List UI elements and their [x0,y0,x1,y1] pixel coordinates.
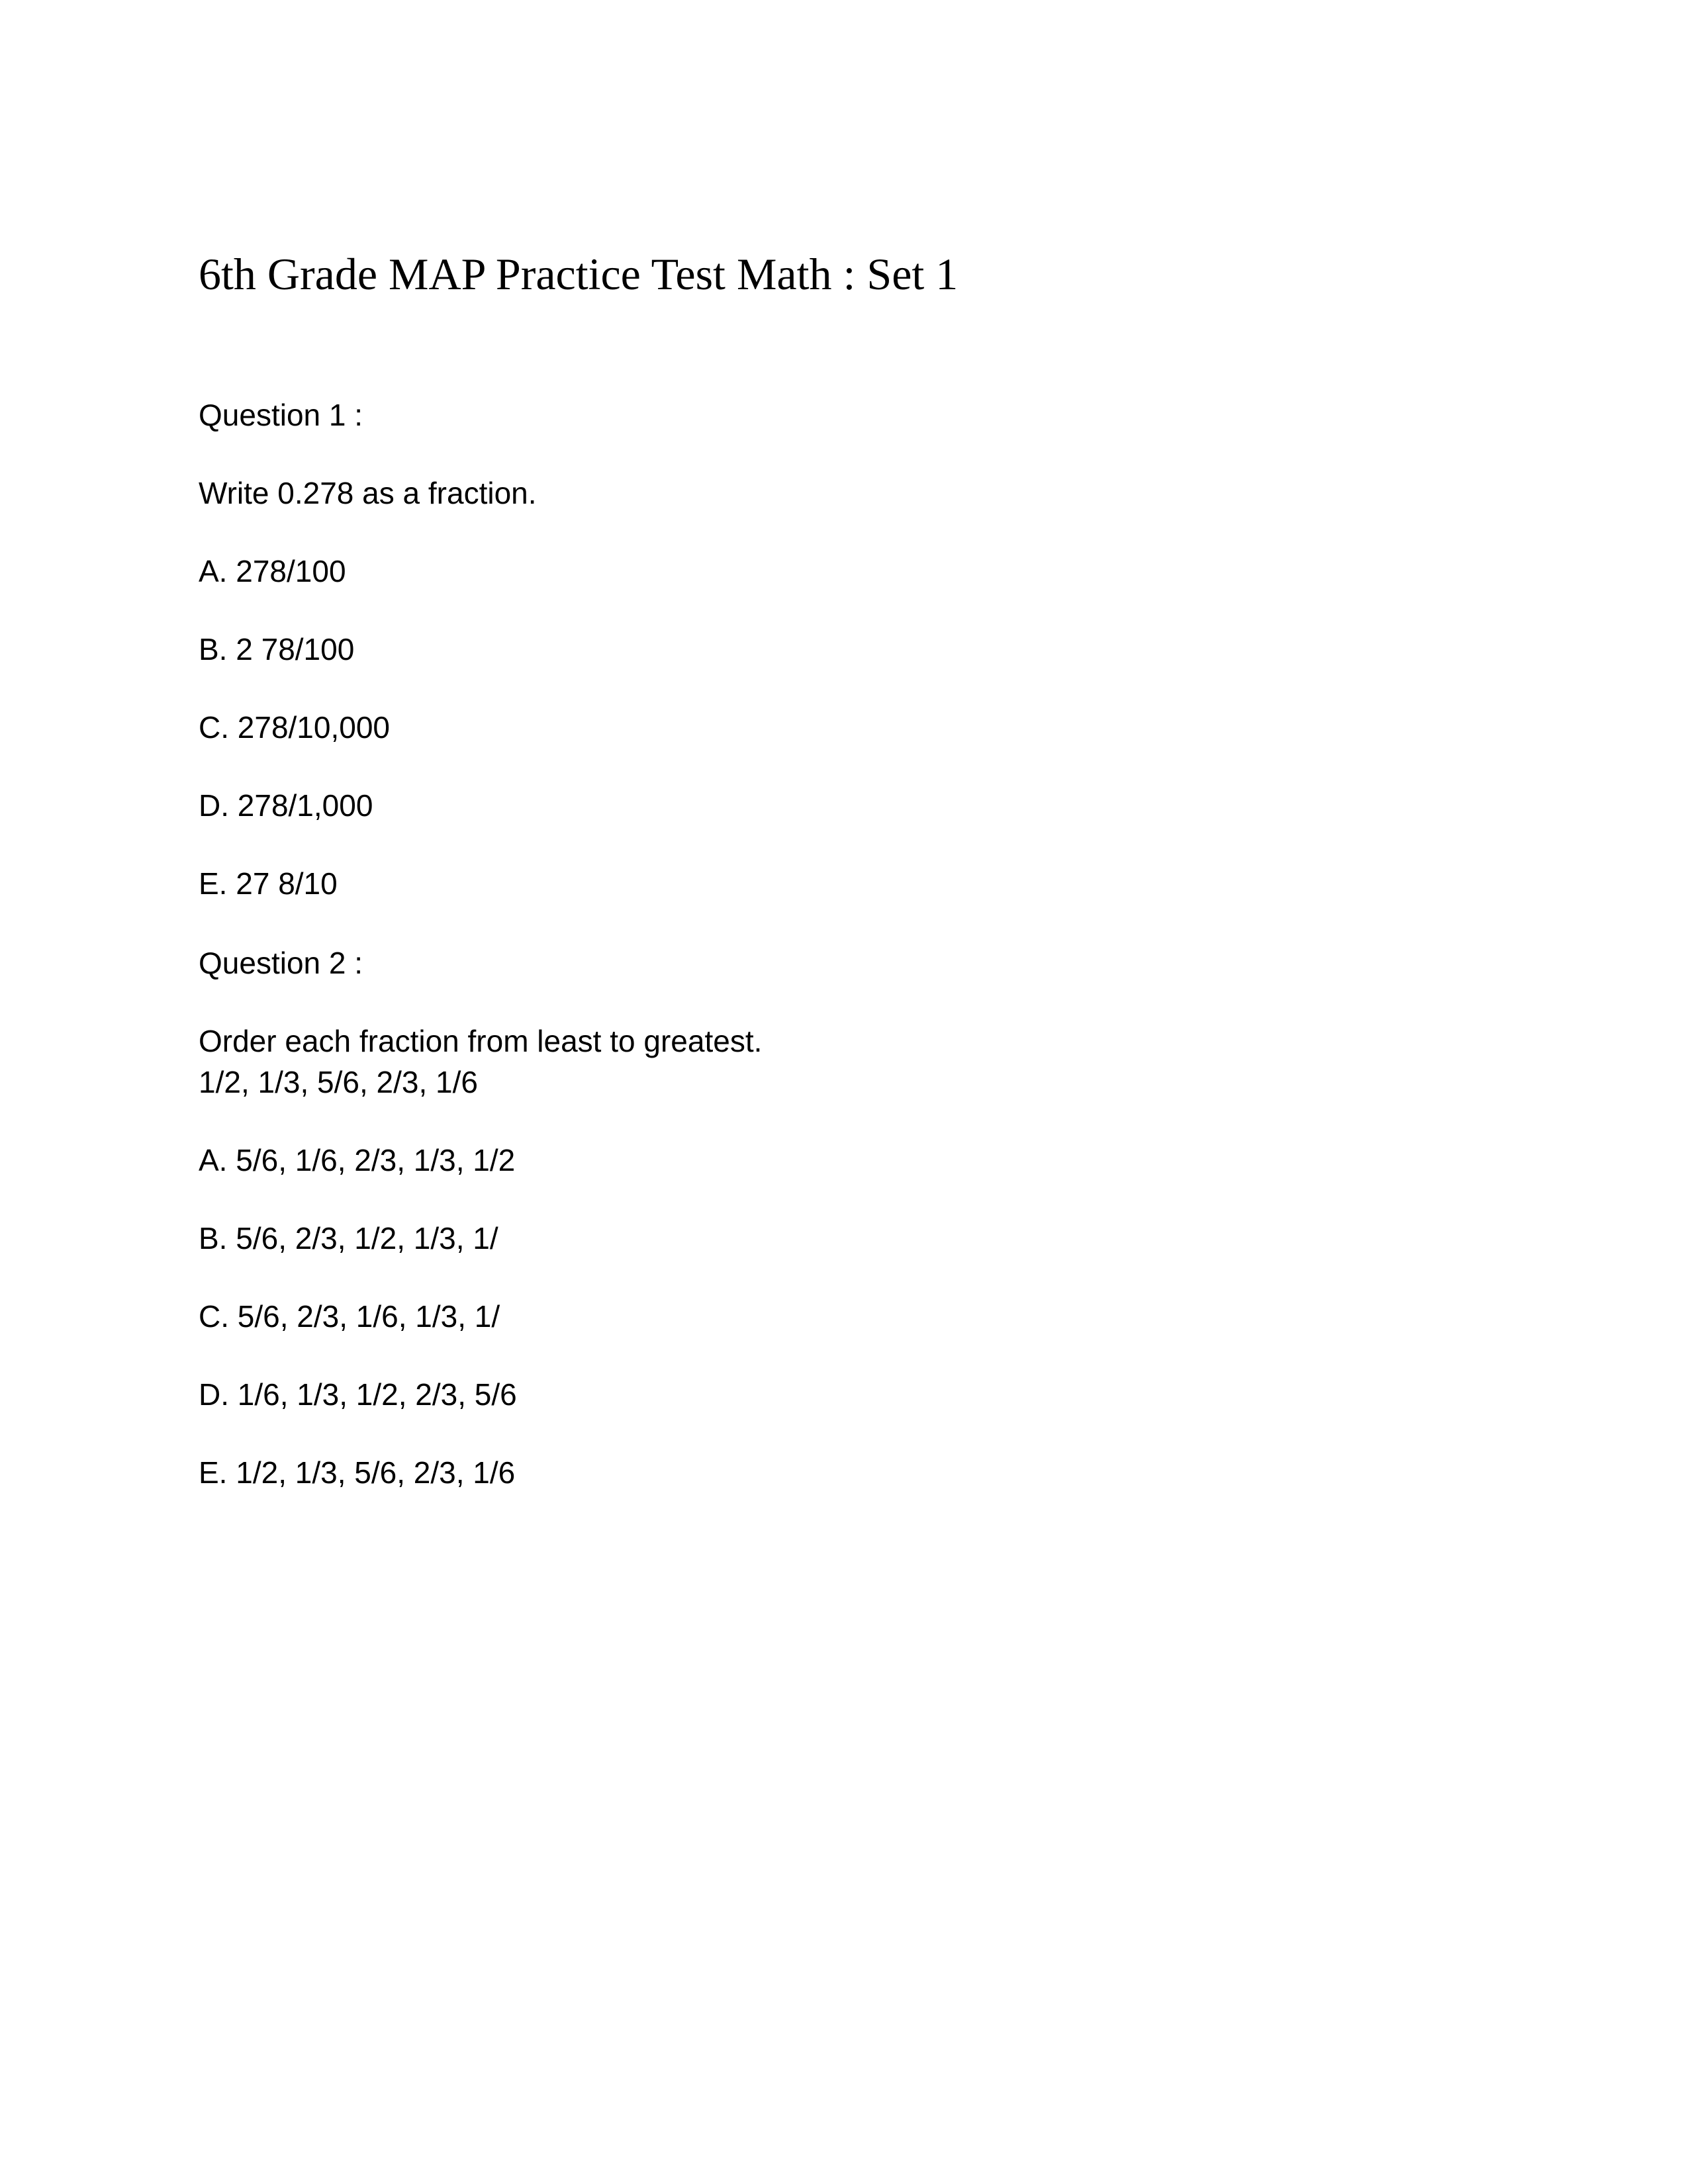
question-2-choice-d: D. 1/6, 1/3, 1/2, 2/3, 5/6 [199,1377,517,1412]
question-2-label: Question 2 : [199,946,363,980]
question-1-choice-c: C. 278/10,000 [199,710,391,745]
question-2-choice-e: E. 1/2, 1/3, 5/6, 2/3, 1/6 [199,1455,516,1490]
question-1-prompt [199,473,1503,514]
question-1-label: Question 1 : [199,398,363,432]
question-1 [199,394,1503,904]
question-2 [199,942,1503,1493]
question-2-prompt [199,1021,1503,1103]
question-1-choice-d: D. 278/1,000 [199,788,373,823]
page-title: 6th Grade MAP Practice Test Math : Set 1 [199,249,959,299]
question-1-choice-e: E. 27 8/10 [199,866,338,901]
question-2-prompt-line-2: 1/2, 1/3, 5/6, 2/3, 1/6 [199,1065,478,1099]
question-1-choice-b: B. 2 78/100 [199,632,355,666]
question-2-choice-b: B. 5/6, 2/3, 1/2, 1/3, 1/ [199,1221,498,1255]
question-2-choice-a: A. 5/6, 1/6, 2/3, 1/3, 1/2 [199,1143,516,1177]
question-2-choice-c: C. 5/6, 2/3, 1/6, 1/3, 1/ [199,1299,500,1334]
question-1-prompt-line: Write 0.278 as a fraction. [199,476,537,510]
question-1-choice-a: A. 278/100 [199,554,346,588]
question-2-prompt-line-1: Order each fraction from least to greatest. [199,1024,763,1058]
